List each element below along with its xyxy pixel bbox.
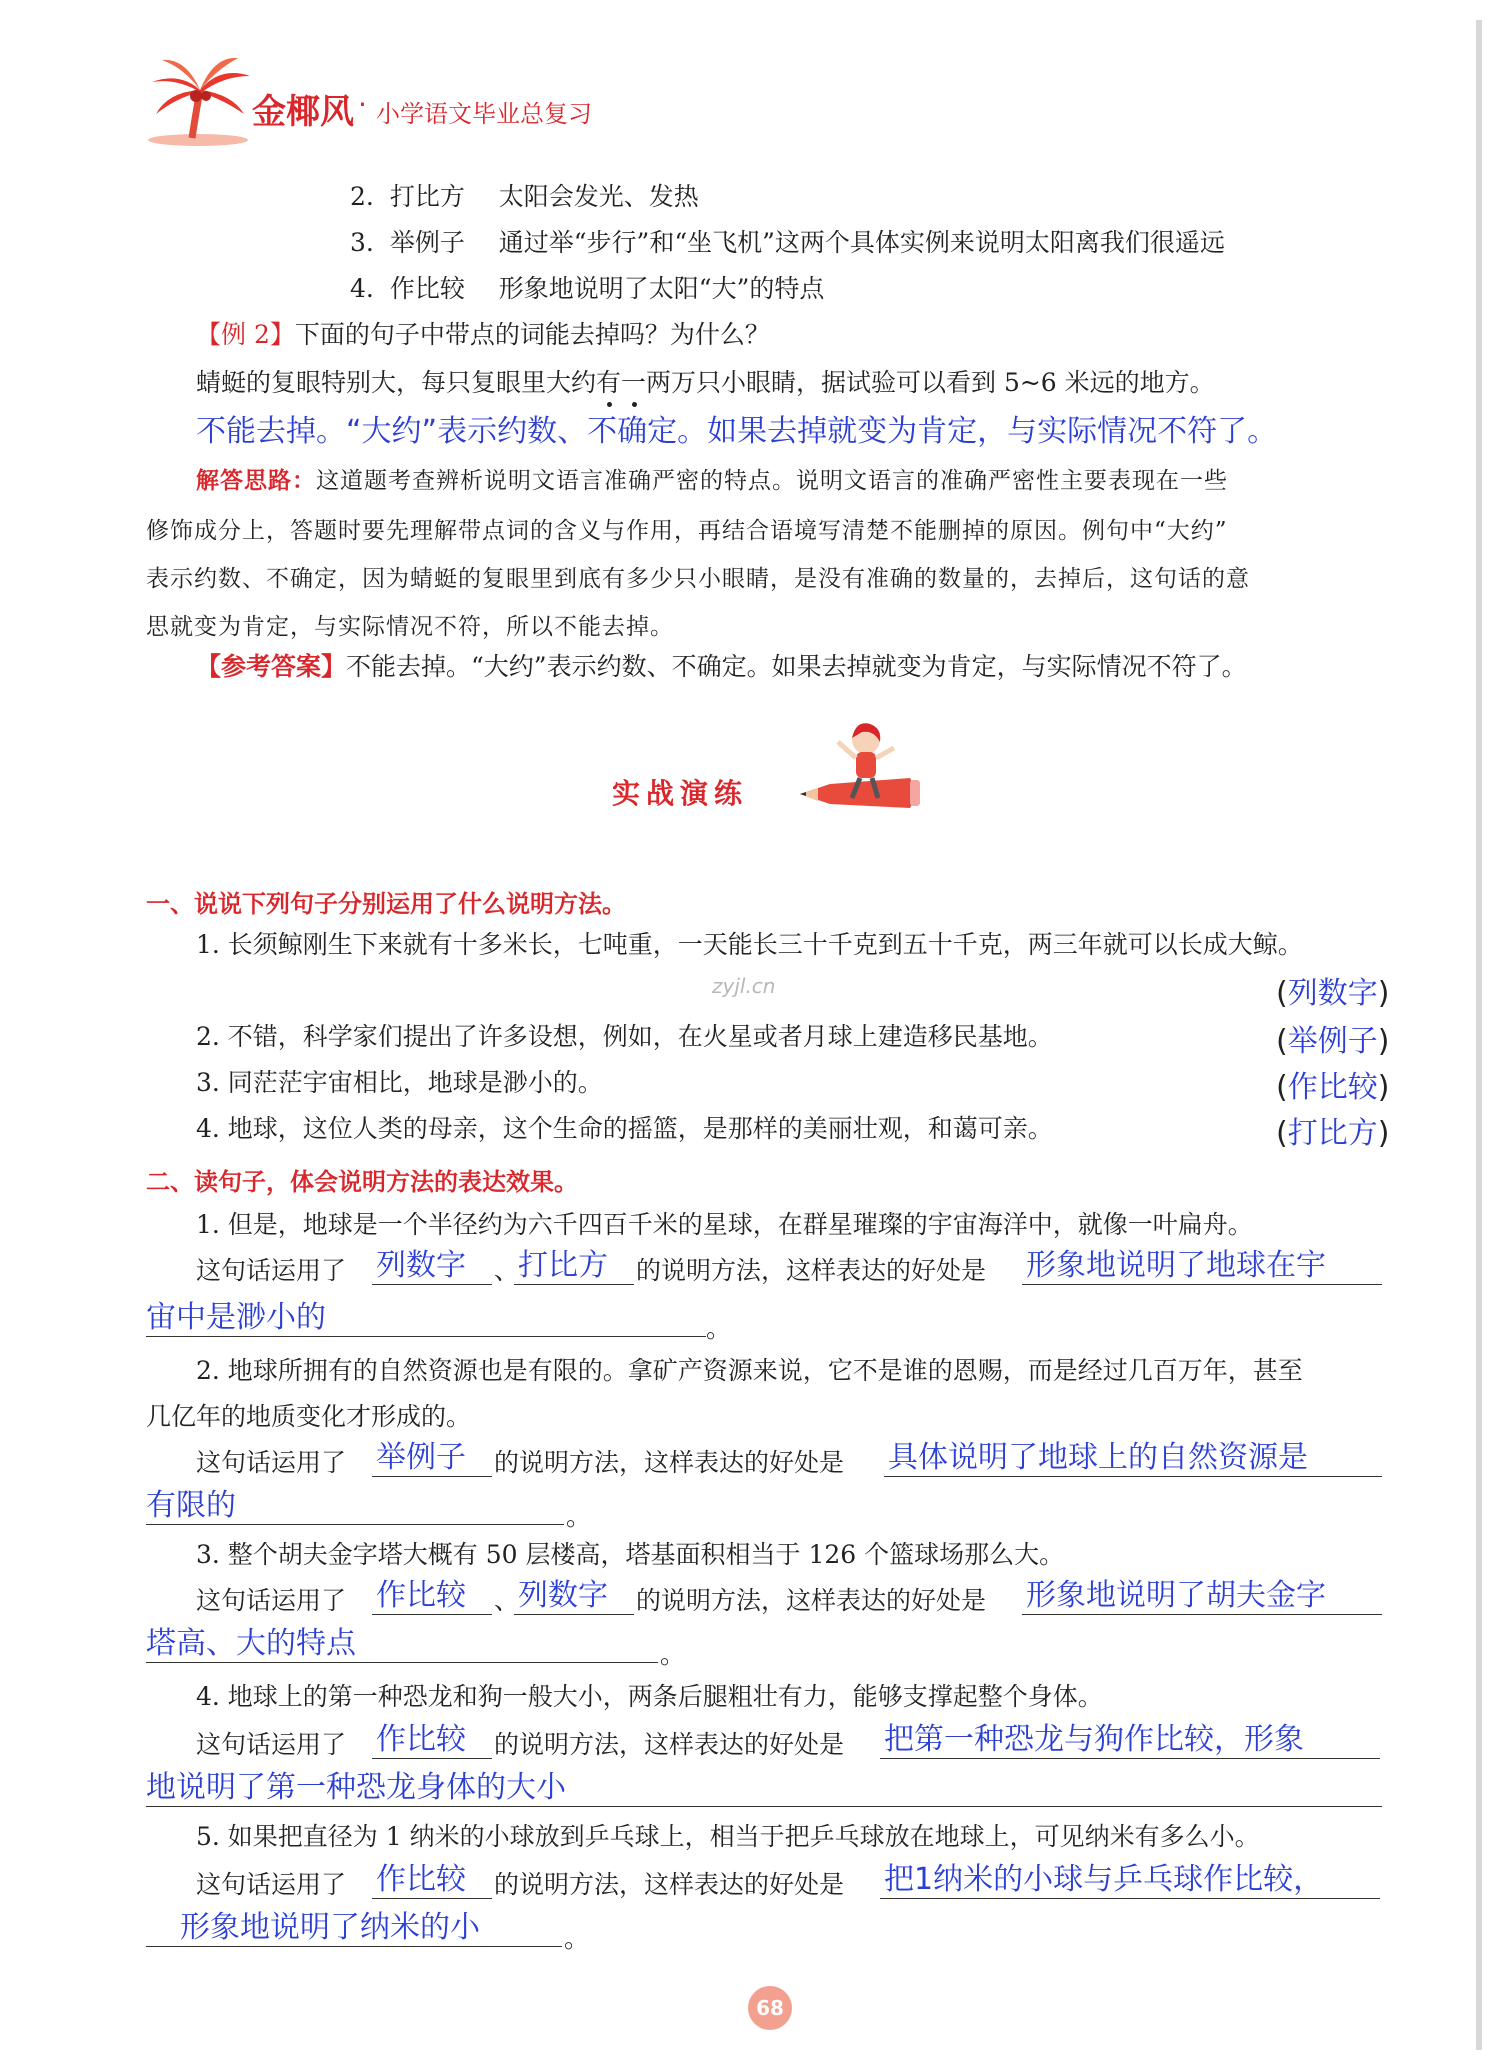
part2-question: 5. 如果把直径为 1 纳米的小球放到乒乓球上，相当于把乒乓球放在地球上，可见纳米有多么小。 — [196, 1822, 1260, 1851]
part2-question: 1. 但是，地球是一个半径约为六千四百千米的星球，在群星璀璨的宇宙海洋中，就像一叶扁舟。 — [196, 1210, 1253, 1239]
mid-text: 的说明方法，这样表达的好处是 — [494, 1730, 845, 1759]
method-label: 打比方 — [389, 182, 465, 211]
example2-question: 下面的句子中带点的词能去掉吗？为什么？ — [294, 320, 770, 349]
method-blank[interactable] — [514, 1246, 634, 1285]
part2-question: 4. 地球上的第一种恐龙和狗一般大小，两条后腿粗壮有力，能够支撑起整个身体。 — [196, 1682, 1103, 1711]
paren-open: ( — [1276, 1116, 1288, 1151]
prefix-text: 这句话运用了 — [196, 1870, 347, 1899]
paren-open: ( — [1276, 1024, 1288, 1059]
row-text: 太阳会发光、发热 — [498, 182, 699, 211]
answer-text: 作比较 — [1287, 1070, 1378, 1105]
part1-question: 4. 地球，这位人类的母亲，这个生命的摇篮，是那样的美丽壮观，和蔼可亲。 — [196, 1114, 1053, 1143]
reference-text: 不能去掉。“大约”表示约数、不确定。如果去掉就变为肯定，与实际情况不符了。 — [346, 652, 1247, 681]
watermark: zyjl.cn — [712, 974, 776, 998]
period: 。 — [566, 1502, 592, 1531]
reference-label: 【参考答案】 — [196, 652, 347, 681]
page-number: 68 — [756, 1996, 784, 2020]
answer-text: 作比较 — [376, 1578, 466, 1613]
method-blank[interactable] — [372, 1860, 492, 1899]
answer-text: 塔高、大的特点 — [146, 1626, 356, 1661]
handwritten-answer: 不能去掉。“大约”表示约数、不确定。如果去掉就变为肯定，与实际情况不符了。 — [196, 414, 1278, 449]
analysis-line — [196, 462, 1228, 495]
analysis-text: 这道题考查辨析说明文语言准确严密的特点。说明文语言的准确严密性主要表现在一些 — [316, 468, 1228, 494]
benefit-blank[interactable] — [146, 1486, 564, 1525]
analysis-line: 修饰成分上，答题时要先理解带点词的含义与作用，再结合语境写清楚不能删掉的原因。例句中“大约” — [146, 518, 1228, 544]
benefit-blank[interactable] — [880, 1720, 1380, 1759]
example1-row — [350, 180, 699, 214]
benefit-blank[interactable] — [146, 1298, 706, 1337]
prefix-text: 这句话运用了 — [196, 1256, 347, 1285]
palm-tree-logo-icon — [140, 52, 260, 147]
prefix-text: 这句话运用了 — [196, 1448, 347, 1477]
part2-heading: 二、读句子，体会说明方法的表达效果。 — [146, 1168, 578, 1196]
girl-on-pencil-icon — [790, 712, 930, 832]
method-blank[interactable] — [372, 1576, 492, 1615]
part2-question-cont: 几亿年的地质变化才形成的。 — [146, 1402, 472, 1431]
mid-text: 的说明方法，这样表达的好处是 — [494, 1448, 845, 1477]
period: 。 — [660, 1640, 686, 1669]
paren-open: ( — [1276, 976, 1288, 1011]
example2-tag: 【例 2】 — [196, 320, 295, 349]
brand-name: 金椰风 — [252, 92, 354, 132]
row-number: 2. — [350, 182, 374, 211]
method-blank[interactable] — [372, 1246, 492, 1285]
answer-text: 具体说明了地球上的自然资源是 — [888, 1440, 1308, 1475]
method-blank[interactable] — [372, 1438, 492, 1477]
benefit-blank[interactable] — [146, 1908, 562, 1947]
part1-answer — [1276, 1016, 1389, 1060]
mid-text: 的说明方法，这样表达的好处是 — [636, 1586, 987, 1615]
practice-title: 实战演练 — [612, 777, 749, 810]
example1-row — [350, 226, 1225, 260]
brand-separator: · — [358, 88, 367, 121]
answer-text: 举例子 — [376, 1440, 466, 1475]
example2-sentence: 蜻蜓的复眼特别大，每只复眼里大约有一两万只小眼睛，据试验可以看到 5~6 米远的地方。 — [196, 368, 1215, 397]
part1-heading: 一、说说下列句子分别运用了什么说明方法。 — [146, 890, 626, 918]
answer-text: 地说明了第一种恐龙身体的大小 — [146, 1770, 566, 1805]
benefit-blank[interactable] — [884, 1438, 1382, 1477]
answer-text: 打比方 — [518, 1248, 608, 1283]
reference-answer — [196, 650, 1247, 684]
row-number: 3. — [350, 228, 374, 257]
answer-text: 作比较 — [376, 1722, 466, 1757]
benefit-blank[interactable] — [1022, 1576, 1382, 1615]
separator: 、 — [494, 1256, 520, 1285]
paren-close: ) — [1377, 1070, 1390, 1105]
header-subtitle: 小学语文毕业总复习 — [376, 100, 592, 128]
example2-question-line — [196, 318, 770, 352]
benefit-blank[interactable] — [146, 1624, 658, 1663]
answer-text: 形象地说明了地球在宇 — [1026, 1248, 1326, 1283]
answer-text: 列数字 — [376, 1248, 466, 1283]
answer-text: 有限的 — [146, 1488, 236, 1523]
part1-question: 3. 同茫茫宇宙相比，地球是渺小的。 — [196, 1068, 603, 1097]
benefit-blank[interactable] — [1022, 1246, 1382, 1285]
paren-close: ) — [1377, 1116, 1390, 1151]
prefix-text: 这句话运用了 — [196, 1730, 347, 1759]
answer-text: 把1纳米的小球与乒乓球作比较， — [884, 1862, 1324, 1897]
period: 。 — [564, 1924, 590, 1953]
row-number: 4. — [350, 274, 374, 303]
answer-text: 把第一种恐龙与狗作比较，形象 — [884, 1722, 1304, 1757]
part1-answer — [1276, 1062, 1389, 1106]
method-blank[interactable] — [372, 1720, 492, 1759]
page-number-badge — [748, 1986, 792, 2030]
answer-text: 列数字 — [1287, 976, 1378, 1011]
paren-close: ) — [1377, 976, 1390, 1011]
row-text: 通过举“步行”和“坐飞机”这两个具体实例来说明太阳离我们很遥远 — [498, 228, 1225, 257]
part1-question: 2. 不错，科学家们提出了许多设想，例如，在火星或者月球上建造移民基地。 — [196, 1022, 1053, 1051]
analysis-line: 思就变为肯定，与实际情况不符，所以不能去掉。 — [146, 614, 674, 640]
part2-question: 2. 地球所拥有的自然资源也是有限的。拿矿产资源来说，它不是谁的恩赐，而是经过几百万年，甚至 — [196, 1356, 1303, 1385]
row-text: 形象地说明了太阳“大”的特点 — [498, 274, 825, 303]
mid-text: 的说明方法，这样表达的好处是 — [494, 1870, 845, 1899]
method-label: 举例子 — [389, 228, 465, 257]
example1-row — [350, 272, 824, 306]
paren-open: ( — [1276, 1070, 1288, 1105]
answer-text: 形象地说明了胡夫金字 — [1026, 1578, 1326, 1613]
paren-close: ) — [1377, 1024, 1390, 1059]
benefit-blank[interactable] — [146, 1768, 1382, 1807]
analysis-line: 表示约数、不确定，因为蜻蜓的复眼里到底有多少只小眼睛，是没有准确的数量的，去掉后，这句话的意 — [146, 566, 1250, 592]
benefit-blank[interactable] — [880, 1860, 1380, 1899]
separator: 、 — [494, 1586, 520, 1615]
part1-answer — [1276, 1108, 1389, 1152]
mid-text: 的说明方法，这样表达的好处是 — [636, 1256, 987, 1285]
period: 。 — [706, 1314, 732, 1343]
part1-answer — [1276, 968, 1389, 1012]
part2-question: 3. 整个胡夫金字塔大概有 50 层楼高，塔基面积相当于 126 个篮球场那么大。 — [196, 1540, 1065, 1569]
page-edge — [1476, 20, 1482, 2050]
answer-text: 列数字 — [518, 1578, 608, 1613]
part1-question: 1. 长须鲸刚生下来就有十多米长，七吨重，一天能长三十千克到五十千克，两三年就可以长成大鲸。 — [196, 930, 1303, 959]
answer-text: 举例子 — [1287, 1024, 1378, 1059]
answer-text: 作比较 — [376, 1862, 466, 1897]
analysis-label: 解答思路： — [196, 468, 316, 494]
method-label: 作比较 — [389, 274, 465, 303]
answer-text: 打比方 — [1287, 1116, 1378, 1151]
method-blank[interactable] — [514, 1576, 634, 1615]
answer-text: 形象地说明了纳米的小 — [180, 1910, 480, 1945]
prefix-text: 这句话运用了 — [196, 1586, 347, 1615]
answer-text: 宙中是渺小的 — [146, 1300, 326, 1335]
